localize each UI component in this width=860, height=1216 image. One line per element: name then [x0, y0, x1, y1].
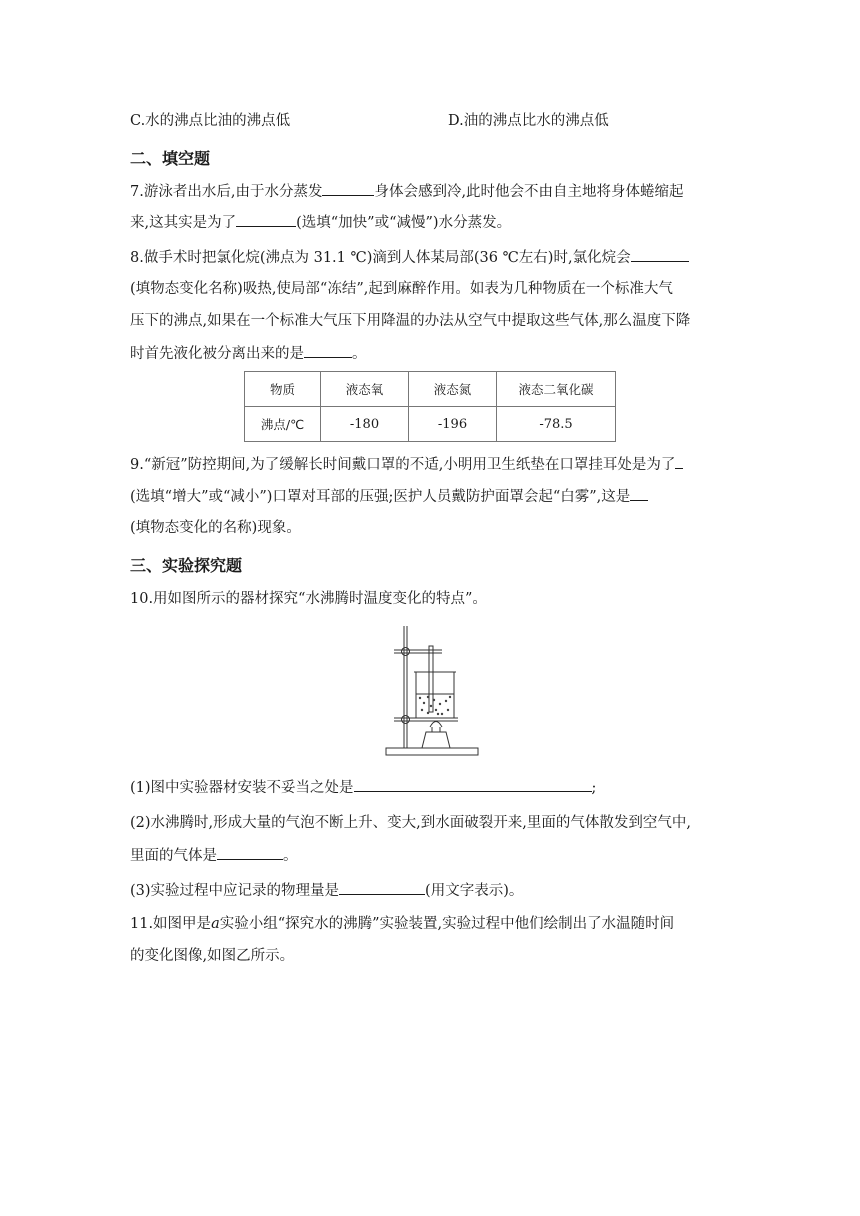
- q8-text: 8.做手术时把氯化烷(沸点为 31.1 ℃)滴到人体某局部(36 ℃左右)时,氯化烷会: [130, 250, 631, 266]
- q11-variable: a: [211, 916, 220, 932]
- boiling-apparatus-diagram: [384, 624, 480, 758]
- section-heading-experiment: 三、实验探究题: [130, 556, 243, 575]
- q7-text: (选填“加快”或“减慢”)水分蒸发。: [296, 215, 512, 231]
- q10-blank-2[interactable]: [217, 845, 283, 860]
- q7-blank-1[interactable]: [322, 181, 374, 196]
- option-c: C.水的沸点比油的沸点低: [130, 113, 291, 129]
- table-row: [245, 407, 616, 442]
- section-heading-fill-blank: 二、填空题: [130, 149, 211, 168]
- q10-text: 。: [283, 848, 298, 864]
- q7-text: 7.游泳者出水后,由于水分蒸发: [130, 184, 323, 200]
- q10-text: (1)图中实验器材安装不妥当之处是: [130, 780, 354, 796]
- q9-text: 9.“新冠”防控期间,为了缓解长时间戴口罩的不适,小明用卫生纸垫在口罩挂耳处是为了: [130, 457, 676, 473]
- q10-text: (3)实验过程中应记录的物理量是: [130, 883, 340, 899]
- q10-text: 里面的气体是: [130, 848, 217, 864]
- table-cell: 沸点/℃: [245, 407, 321, 442]
- q10-blank-3[interactable]: [339, 880, 425, 895]
- q8-blank-1[interactable]: [631, 247, 689, 262]
- table-cell: -196: [409, 407, 497, 442]
- q8-text: 时首先液化被分离出来的是: [130, 346, 304, 362]
- table-cell: 液态氮: [409, 372, 497, 407]
- q8-line-1: [130, 247, 689, 268]
- q9-blank-1[interactable]: [675, 454, 683, 469]
- table-cell: -180: [321, 407, 409, 442]
- option-d: D.油的沸点比水的沸点低: [448, 113, 609, 129]
- q10-part-3: [130, 880, 523, 901]
- table-row: [245, 372, 616, 407]
- q8-line-3: 压下的沸点,如果在一个标准大气压下用降温的办法从空气中提取这些气体,那么温度下降: [130, 313, 691, 329]
- q9-text: (选填“增大”或“减小”)口罩对耳部的压强;医护人员戴防护面罩会起“白雾”,这是: [130, 489, 631, 505]
- q10-part-1: [130, 777, 596, 798]
- q10-blank-1[interactable]: [354, 777, 592, 792]
- q7-text: 身体会感到冷,此时他会不由自主地将身体蜷缩起: [374, 184, 684, 200]
- table-cell: 液态二氧化碳: [497, 372, 616, 407]
- q11-text: 实验小组“探究水的沸腾”实验装置,实验过程中他们绘制出了水温随时间: [219, 916, 675, 932]
- q10-text: ;: [591, 780, 597, 796]
- q10-part-2-line-1: (2)水沸腾时,形成大量的气泡不断上升、变大,到水面破裂开来,里面的气体散发到空气中,: [130, 815, 691, 831]
- table-cell: -78.5: [497, 407, 616, 442]
- q7-blank-2[interactable]: [236, 212, 296, 227]
- q11-line-2: 的变化图像,如图乙所示。: [130, 948, 295, 964]
- q7-line-1: [130, 181, 684, 202]
- q7-text: 来,这其实是为了: [130, 215, 237, 231]
- q8-line-4: [130, 343, 367, 364]
- q8-text: 。: [352, 346, 367, 362]
- q8-blank-2[interactable]: [304, 343, 352, 358]
- q10-intro: 10.用如图所示的器材探究“水沸腾时温度变化的特点”。: [130, 591, 487, 607]
- q10-text: (用文字表示)。: [425, 883, 524, 899]
- q9-blank-2[interactable]: [630, 486, 648, 501]
- q9-line-3: (填物态变化的名称)现象。: [130, 520, 301, 536]
- q7-line-2: [130, 212, 511, 233]
- q9-line-1: [130, 454, 683, 475]
- q9-line-2: [130, 486, 648, 507]
- table-cell: 液态氧: [321, 372, 409, 407]
- q10-part-2-line-2: [130, 845, 298, 866]
- table-cell: 物质: [245, 372, 321, 407]
- q11-line-1: [130, 914, 674, 934]
- q8-line-2: (填物态变化名称)吸热,使局部“冻结”,起到麻醉作用。如表为几种物质在一个标准大气: [130, 281, 673, 297]
- boiling-point-table: [244, 371, 616, 442]
- q11-text: 11.如图甲是: [130, 916, 212, 932]
